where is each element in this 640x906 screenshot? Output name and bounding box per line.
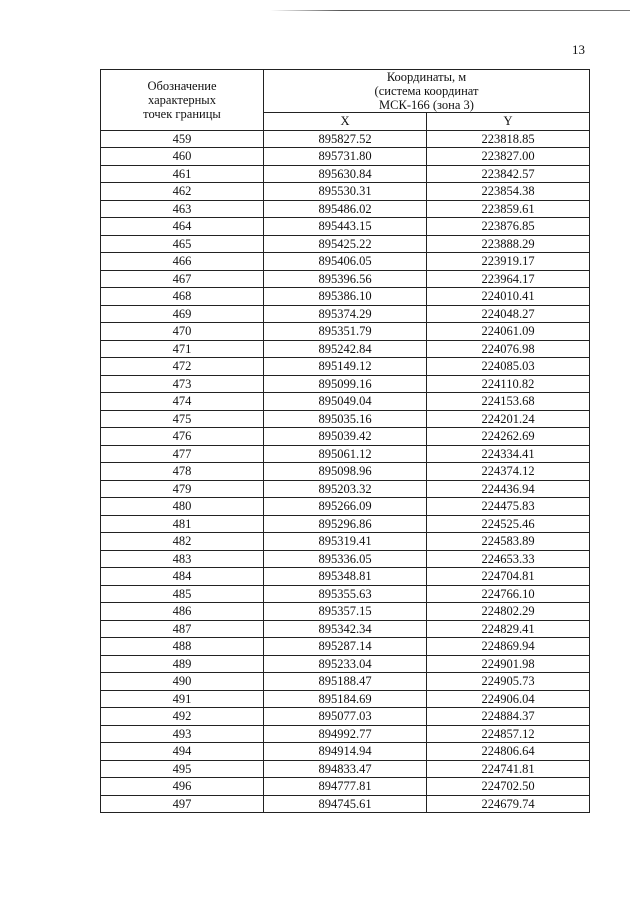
point-number: 490 (101, 673, 264, 691)
x-coordinate: 895184.69 (264, 690, 427, 708)
y-coordinate: 224679.74 (427, 795, 590, 813)
point-number: 477 (101, 445, 264, 463)
table-row (101, 778, 590, 796)
table-row (101, 463, 590, 481)
y-coordinate: 224741.81 (427, 760, 590, 778)
table-row (101, 620, 590, 638)
table-row (101, 480, 590, 498)
point-number: 491 (101, 690, 264, 708)
header-line: МСК-166 (зона 3) (379, 98, 474, 112)
x-coordinate: 895348.81 (264, 568, 427, 586)
point-number: 483 (101, 550, 264, 568)
table-row (101, 340, 590, 358)
table-row (101, 533, 590, 551)
x-coordinate: 894777.81 (264, 778, 427, 796)
x-coordinate: 895266.09 (264, 498, 427, 516)
x-coordinate: 895039.42 (264, 428, 427, 446)
point-number: 489 (101, 655, 264, 673)
point-number: 473 (101, 375, 264, 393)
x-coordinate: 895203.32 (264, 480, 427, 498)
y-coordinate: 224905.73 (427, 673, 590, 691)
table-body (101, 130, 590, 813)
point-number: 475 (101, 410, 264, 428)
x-coordinate: 895351.79 (264, 323, 427, 341)
point-number: 492 (101, 708, 264, 726)
x-coordinate: 895149.12 (264, 358, 427, 376)
point-number: 484 (101, 568, 264, 586)
x-coordinate: 895355.63 (264, 585, 427, 603)
x-coordinate: 894992.77 (264, 725, 427, 743)
table-row (101, 235, 590, 253)
x-coordinate: 895319.41 (264, 533, 427, 551)
header-y: Y (427, 113, 590, 131)
x-coordinate: 895827.52 (264, 130, 427, 148)
table-row (101, 288, 590, 306)
y-coordinate: 224262.69 (427, 428, 590, 446)
y-coordinate: 223818.85 (427, 130, 590, 148)
table-row (101, 603, 590, 621)
table-row (101, 200, 590, 218)
table-row (101, 393, 590, 411)
x-coordinate: 895357.15 (264, 603, 427, 621)
y-coordinate: 224010.41 (427, 288, 590, 306)
x-coordinate: 895233.04 (264, 655, 427, 673)
table-row (101, 445, 590, 463)
x-coordinate: 895098.96 (264, 463, 427, 481)
point-number: 459 (101, 130, 264, 148)
table-row (101, 760, 590, 778)
point-number: 471 (101, 340, 264, 358)
table-row (101, 148, 590, 166)
point-number: 464 (101, 218, 264, 236)
y-coordinate: 224704.81 (427, 568, 590, 586)
y-coordinate: 223919.17 (427, 253, 590, 271)
point-number: 476 (101, 428, 264, 446)
table-row (101, 515, 590, 533)
point-number: 487 (101, 620, 264, 638)
x-coordinate: 894914.94 (264, 743, 427, 761)
y-coordinate: 224201.24 (427, 410, 590, 428)
x-coordinate: 895486.02 (264, 200, 427, 218)
table-row (101, 165, 590, 183)
x-coordinate: 895296.86 (264, 515, 427, 533)
header-point-designation (101, 70, 264, 131)
header-line: Координаты, м (386, 70, 467, 84)
y-coordinate: 224653.33 (427, 550, 590, 568)
table-row (101, 270, 590, 288)
point-number: 479 (101, 480, 264, 498)
y-coordinate: 224806.64 (427, 743, 590, 761)
table-row (101, 498, 590, 516)
point-number: 482 (101, 533, 264, 551)
table-row (101, 638, 590, 656)
y-coordinate: 223888.29 (427, 235, 590, 253)
point-number: 461 (101, 165, 264, 183)
point-number: 485 (101, 585, 264, 603)
x-coordinate: 895061.12 (264, 445, 427, 463)
header-line: точек границы (143, 106, 221, 121)
y-coordinate: 224702.50 (427, 778, 590, 796)
x-coordinate: 895242.84 (264, 340, 427, 358)
point-number: 486 (101, 603, 264, 621)
header-line: характерных (148, 92, 216, 107)
y-coordinate: 223854.38 (427, 183, 590, 201)
point-number: 470 (101, 323, 264, 341)
y-coordinate: 224076.98 (427, 340, 590, 358)
y-coordinate: 223842.57 (427, 165, 590, 183)
x-coordinate: 895035.16 (264, 410, 427, 428)
table-row (101, 323, 590, 341)
y-coordinate: 223876.85 (427, 218, 590, 236)
table-row (101, 725, 590, 743)
x-coordinate: 895374.29 (264, 305, 427, 323)
x-coordinate: 894745.61 (264, 795, 427, 813)
y-coordinate: 224857.12 (427, 725, 590, 743)
point-number: 480 (101, 498, 264, 516)
point-number: 463 (101, 200, 264, 218)
x-coordinate: 895425.22 (264, 235, 427, 253)
boundary-points-table (100, 69, 590, 813)
table-row (101, 410, 590, 428)
y-coordinate: 224583.89 (427, 533, 590, 551)
table-row (101, 550, 590, 568)
y-coordinate: 224475.83 (427, 498, 590, 516)
x-coordinate: 895406.05 (264, 253, 427, 271)
table-row (101, 655, 590, 673)
table-row (101, 690, 590, 708)
y-coordinate: 224829.41 (427, 620, 590, 638)
y-coordinate: 224802.29 (427, 603, 590, 621)
x-coordinate: 895336.05 (264, 550, 427, 568)
table-header-row (101, 70, 590, 113)
point-number: 488 (101, 638, 264, 656)
y-coordinate: 224869.94 (427, 638, 590, 656)
y-coordinate: 223859.61 (427, 200, 590, 218)
x-coordinate: 895386.10 (264, 288, 427, 306)
x-coordinate: 895188.47 (264, 673, 427, 691)
table-row (101, 218, 590, 236)
point-number: 478 (101, 463, 264, 481)
y-coordinate: 224525.46 (427, 515, 590, 533)
scan-edge-line (270, 10, 630, 11)
table-row (101, 358, 590, 376)
y-coordinate: 224884.37 (427, 708, 590, 726)
x-coordinate: 895342.34 (264, 620, 427, 638)
table-row (101, 708, 590, 726)
point-number: 497 (101, 795, 264, 813)
y-coordinate: 224048.27 (427, 305, 590, 323)
y-coordinate: 224374.12 (427, 463, 590, 481)
x-coordinate: 895287.14 (264, 638, 427, 656)
y-coordinate: 224085.03 (427, 358, 590, 376)
y-coordinate: 224906.04 (427, 690, 590, 708)
table-row (101, 743, 590, 761)
y-coordinate: 224766.10 (427, 585, 590, 603)
y-coordinate: 224153.68 (427, 393, 590, 411)
y-coordinate: 223827.00 (427, 148, 590, 166)
x-coordinate: 895099.16 (264, 375, 427, 393)
header-line: Обозначение (147, 78, 217, 93)
point-number: 493 (101, 725, 264, 743)
point-number: 466 (101, 253, 264, 271)
table-row (101, 375, 590, 393)
page-number: 13 (572, 42, 585, 57)
point-number: 474 (101, 393, 264, 411)
x-coordinate: 894833.47 (264, 760, 427, 778)
y-coordinate: 224436.94 (427, 480, 590, 498)
y-coordinate: 224334.41 (427, 445, 590, 463)
point-number: 468 (101, 288, 264, 306)
y-coordinate: 223964.17 (427, 270, 590, 288)
y-coordinate: 224901.98 (427, 655, 590, 673)
point-number: 460 (101, 148, 264, 166)
x-coordinate: 895443.15 (264, 218, 427, 236)
point-number: 467 (101, 270, 264, 288)
x-coordinate: 895077.03 (264, 708, 427, 726)
table-row (101, 130, 590, 148)
table-row (101, 795, 590, 813)
table-row (101, 428, 590, 446)
x-coordinate: 895049.04 (264, 393, 427, 411)
x-coordinate: 895630.84 (264, 165, 427, 183)
table-row (101, 305, 590, 323)
point-number: 496 (101, 778, 264, 796)
point-number: 462 (101, 183, 264, 201)
table-row (101, 183, 590, 201)
point-number: 481 (101, 515, 264, 533)
point-number: 495 (101, 760, 264, 778)
table-row (101, 673, 590, 691)
table-row (101, 585, 590, 603)
table-row (101, 568, 590, 586)
point-number: 494 (101, 743, 264, 761)
x-coordinate: 895396.56 (264, 270, 427, 288)
x-coordinate: 895530.31 (264, 183, 427, 201)
y-coordinate: 224110.82 (427, 375, 590, 393)
header-x: X (264, 113, 427, 131)
header-coordinates (264, 70, 590, 113)
point-number: 465 (101, 235, 264, 253)
header-line: (система координат (374, 84, 479, 98)
table-row (101, 253, 590, 271)
point-number: 472 (101, 358, 264, 376)
point-number: 469 (101, 305, 264, 323)
x-coordinate: 895731.80 (264, 148, 427, 166)
y-coordinate: 224061.09 (427, 323, 590, 341)
